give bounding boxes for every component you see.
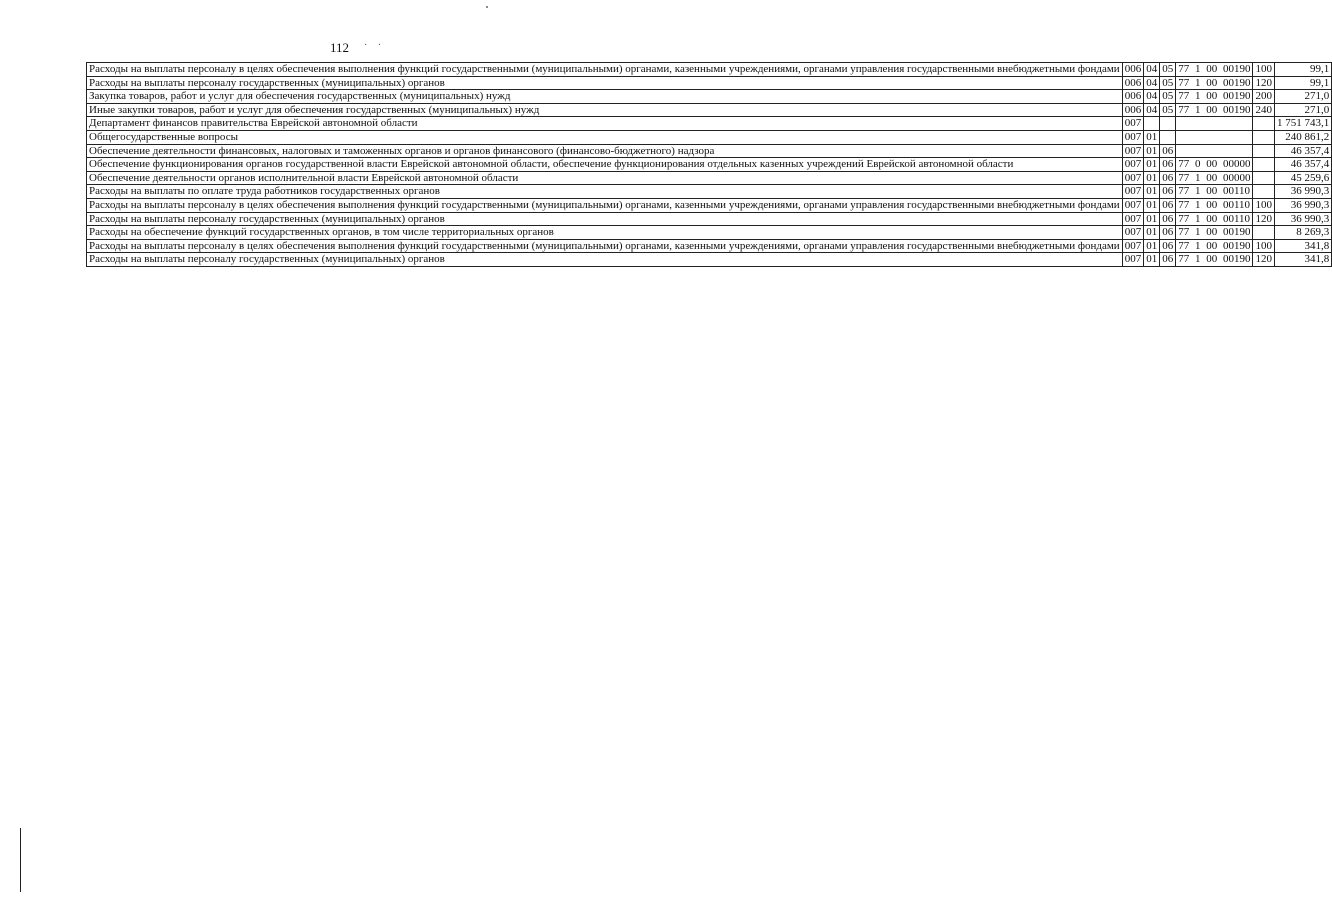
row-vr-code xyxy=(1253,158,1275,172)
margin-line xyxy=(20,828,21,892)
row-name: Обеспечение функционирования органов государственной власти Еврейской автономной области, обеспечение функционирования отдельных казенных учреждений Еврейской автономной области xyxy=(87,158,1123,172)
table-row xyxy=(87,103,1332,117)
row-csr-code: 77 0 00 00000 xyxy=(1176,158,1253,172)
row-csr-code xyxy=(1176,130,1253,144)
row-gr-code: 006 xyxy=(1122,63,1144,77)
row-pr-code: 06 xyxy=(1160,158,1176,172)
row-name: Расходы на выплаты персоналу в целях обеспечения выполнения функций государственными (муниципальными) органами, казенными учреждениями, органами управления государственными внебюджетными фондами xyxy=(87,63,1123,77)
row-amount: 8 269,3 xyxy=(1274,226,1331,240)
row-rz-code: 01 xyxy=(1144,130,1160,144)
row-amount: 271,0 xyxy=(1274,103,1331,117)
row-csr-code xyxy=(1176,144,1253,158)
row-csr-code: 77 1 00 00190 xyxy=(1176,253,1253,267)
table-row xyxy=(87,130,1332,144)
row-vr-code: 100 xyxy=(1253,239,1275,253)
row-pr-code: 06 xyxy=(1160,226,1176,240)
row-csr-code: 77 1 00 00000 xyxy=(1176,171,1253,185)
row-pr-code: 06 xyxy=(1160,212,1176,226)
row-gr-code: 007 xyxy=(1122,212,1144,226)
table-row xyxy=(87,117,1332,131)
row-vr-code xyxy=(1253,117,1275,131)
row-rz-code: 01 xyxy=(1144,144,1160,158)
row-gr-code: 007 xyxy=(1122,198,1144,212)
row-amount: 99,1 xyxy=(1274,76,1331,90)
row-pr-code: 06 xyxy=(1160,239,1176,253)
row-vr-code xyxy=(1253,171,1275,185)
page-marks: · · xyxy=(364,40,386,51)
row-vr-code xyxy=(1253,130,1275,144)
row-name: Расходы на выплаты по оплате труда работников государственных органов xyxy=(87,185,1123,199)
row-name: Расходы на обеспечение функций государственных органов, в том числе территориальных органов xyxy=(87,226,1123,240)
row-gr-code: 007 xyxy=(1122,239,1144,253)
row-csr-code: 77 1 00 00190 xyxy=(1176,76,1253,90)
row-rz-code: 04 xyxy=(1144,90,1160,104)
row-csr-code: 77 1 00 00190 xyxy=(1176,239,1253,253)
row-pr-code: 05 xyxy=(1160,63,1176,77)
row-name: Обеспечение деятельности органов исполнительной власти Еврейской автономной области xyxy=(87,171,1123,185)
row-amount: 45 259,6 xyxy=(1274,171,1331,185)
row-name: Расходы на выплаты персоналу государственных (муниципальных) органов xyxy=(87,76,1123,90)
row-amount: 36 990,3 xyxy=(1274,212,1331,226)
row-pr-code: 06 xyxy=(1160,253,1176,267)
row-csr-code: 77 1 00 00110 xyxy=(1176,212,1253,226)
row-csr-code: 77 1 00 00190 xyxy=(1176,63,1253,77)
row-pr-code xyxy=(1160,117,1176,131)
row-vr-code: 120 xyxy=(1253,253,1275,267)
row-name: Иные закупки товаров, работ и услуг для обеспечения государственных (муниципальных) нужд xyxy=(87,103,1123,117)
row-csr-code: 77 1 00 00110 xyxy=(1176,198,1253,212)
row-vr-code xyxy=(1253,226,1275,240)
row-name: Расходы на выплаты персоналу государственных (муниципальных) органов xyxy=(87,253,1123,267)
row-csr-code: 77 1 00 00110 xyxy=(1176,185,1253,199)
row-csr-code: 77 1 00 00190 xyxy=(1176,103,1253,117)
row-name: Обеспечение деятельности финансовых, налоговых и таможенных органов и органов финансового (финансово-бюджетного) надзора xyxy=(87,144,1123,158)
row-csr-code: 77 1 00 00190 xyxy=(1176,90,1253,104)
row-amount: 36 990,3 xyxy=(1274,185,1331,199)
row-gr-code: 007 xyxy=(1122,253,1144,267)
table-row xyxy=(87,212,1332,226)
row-name: Общегосударственные вопросы xyxy=(87,130,1123,144)
table-body xyxy=(87,63,1332,267)
row-gr-code: 007 xyxy=(1122,185,1144,199)
row-gr-code: 006 xyxy=(1122,76,1144,90)
budget-table xyxy=(86,62,1332,267)
row-gr-code: 007 xyxy=(1122,130,1144,144)
row-gr-code: 007 xyxy=(1122,117,1144,131)
table-row xyxy=(87,144,1332,158)
row-rz-code: 04 xyxy=(1144,103,1160,117)
table-row xyxy=(87,63,1332,77)
row-vr-code: 120 xyxy=(1253,212,1275,226)
table-row xyxy=(87,239,1332,253)
row-gr-code: 007 xyxy=(1122,171,1144,185)
row-vr-code: 200 xyxy=(1253,90,1275,104)
table-row xyxy=(87,76,1332,90)
row-amount: 271,0 xyxy=(1274,90,1331,104)
row-gr-code: 007 xyxy=(1122,144,1144,158)
row-pr-code: 06 xyxy=(1160,185,1176,199)
row-pr-code: 06 xyxy=(1160,171,1176,185)
table-row xyxy=(87,158,1332,172)
row-rz-code: 01 xyxy=(1144,185,1160,199)
table-row xyxy=(87,253,1332,267)
row-gr-code: 006 xyxy=(1122,103,1144,117)
row-rz-code xyxy=(1144,117,1160,131)
row-vr-code: 240 xyxy=(1253,103,1275,117)
row-rz-code: 01 xyxy=(1144,253,1160,267)
row-amount: 46 357,4 xyxy=(1274,158,1331,172)
row-gr-code: 007 xyxy=(1122,226,1144,240)
row-amount: 240 861,2 xyxy=(1274,130,1331,144)
row-name: Департамент финансов правительства Еврейской автономной области xyxy=(87,117,1123,131)
row-csr-code xyxy=(1176,117,1253,131)
row-rz-code: 01 xyxy=(1144,226,1160,240)
row-amount: 99,1 xyxy=(1274,63,1331,77)
row-name: Расходы на выплаты персоналу в целях обеспечения выполнения функций государственными (муниципальными) органами, казенными учреждениями, органами управления государственными внебюджетными фондами xyxy=(87,239,1123,253)
row-vr-code: 100 xyxy=(1253,198,1275,212)
table-row xyxy=(87,198,1332,212)
table-row xyxy=(87,171,1332,185)
row-gr-code: 007 xyxy=(1122,158,1144,172)
row-rz-code: 01 xyxy=(1144,171,1160,185)
row-rz-code: 04 xyxy=(1144,76,1160,90)
row-csr-code: 77 1 00 00190 xyxy=(1176,226,1253,240)
row-amount: 341,8 xyxy=(1274,253,1331,267)
row-rz-code: 01 xyxy=(1144,212,1160,226)
scan-speck xyxy=(486,6,488,8)
row-amount: 1 751 743,1 xyxy=(1274,117,1331,131)
row-pr-code: 05 xyxy=(1160,90,1176,104)
row-amount: 341,8 xyxy=(1274,239,1331,253)
row-name: Закупка товаров, работ и услуг для обеспечения государственных (муниципальных) нужд xyxy=(87,90,1123,104)
row-amount: 36 990,3 xyxy=(1274,198,1331,212)
row-vr-code: 120 xyxy=(1253,76,1275,90)
row-rz-code: 01 xyxy=(1144,198,1160,212)
row-name: Расходы на выплаты персоналу в целях обеспечения выполнения функций государственными (муниципальными) органами, казенными учреждениями, органами управления государственными внебюджетными фондами xyxy=(87,198,1123,212)
row-pr-code xyxy=(1160,130,1176,144)
row-name: Расходы на выплаты персоналу государственных (муниципальных) органов xyxy=(87,212,1123,226)
row-rz-code: 04 xyxy=(1144,63,1160,77)
page-number: 112 xyxy=(330,40,350,55)
row-pr-code: 06 xyxy=(1160,198,1176,212)
row-pr-code: 06 xyxy=(1160,144,1176,158)
row-vr-code xyxy=(1253,144,1275,158)
row-rz-code: 01 xyxy=(1144,158,1160,172)
row-gr-code: 006 xyxy=(1122,90,1144,104)
row-amount: 46 357,4 xyxy=(1274,144,1331,158)
row-vr-code xyxy=(1253,185,1275,199)
table-row xyxy=(87,185,1332,199)
row-pr-code: 05 xyxy=(1160,103,1176,117)
row-rz-code: 01 xyxy=(1144,239,1160,253)
table-row xyxy=(87,226,1332,240)
row-pr-code: 05 xyxy=(1160,76,1176,90)
row-vr-code: 100 xyxy=(1253,63,1275,77)
table-row xyxy=(87,90,1332,104)
